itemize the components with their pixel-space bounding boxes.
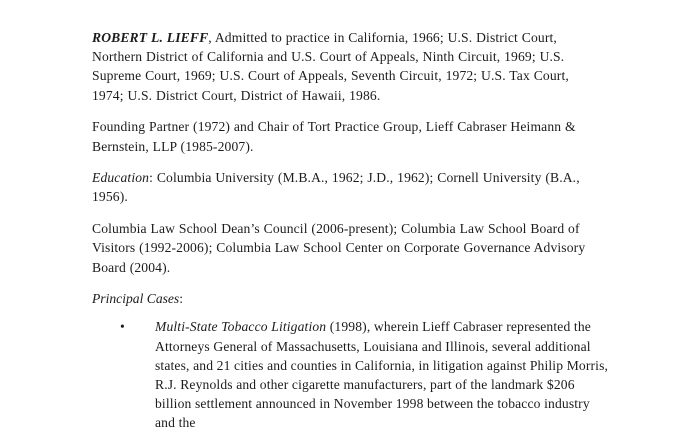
case-name: Multi-State Tobacco Litigation bbox=[155, 319, 327, 335]
education-paragraph bbox=[92, 168, 584, 206]
education-colon: : bbox=[149, 170, 154, 186]
list-item bbox=[92, 317, 612, 432]
firm-role-paragraph: Founding Partner (1972) and Chair of Tort Practice Group, Lieff Cabraser Heimann & Bernstein, LLP (1985-2007). bbox=[92, 119, 576, 154]
bullet-icon: • bbox=[120, 319, 125, 335]
attorney-name: ROBERT L. LIEFF bbox=[92, 30, 209, 45]
principal-cases-list bbox=[92, 317, 612, 432]
principal-cases-colon: : bbox=[179, 291, 184, 307]
principal-cases-heading bbox=[92, 289, 612, 308]
education-text: Columbia University (M.B.A., 1962; J.D., 1962); Cornell University (B.A., 1956). bbox=[92, 170, 580, 205]
education-label: Education bbox=[92, 170, 150, 186]
case-description: (1998), wherein Lieff Cabraser represented the Attorneys General of Massachusetts, Louisiana and Illinois, several additional states, and 21 cities and counties in California, in litigation against Philip Morris, R.J. Reynolds and other cigarette manufacturers, part of the landmark $206 billion settlement announced in November 1998 between the tobacco industry and the bbox=[155, 319, 609, 431]
affiliations-paragraph: Columbia Law School Dean’s Council (2006-present); Columbia Law School Board of Visitors (1992-2006); Columbia Law School Center on Corporate Governance Advisory Board (2004). bbox=[92, 221, 586, 275]
admissions-paragraph bbox=[92, 28, 584, 105]
admissions-text: , Admitted to practice in California, 1966; U.S. District Court, Northern District of California and U.S. Court of Appeals, Ninth Circuit, 1969; U.S. Supreme Court, 1969; U.S. Court of Appeals, Seventh Circuit, 1972; U.S. Tax Court, 1974; U.S. District Court, District of Hawaii, 1986. bbox=[92, 30, 569, 103]
principal-cases-label: Principal Cases bbox=[92, 291, 180, 307]
